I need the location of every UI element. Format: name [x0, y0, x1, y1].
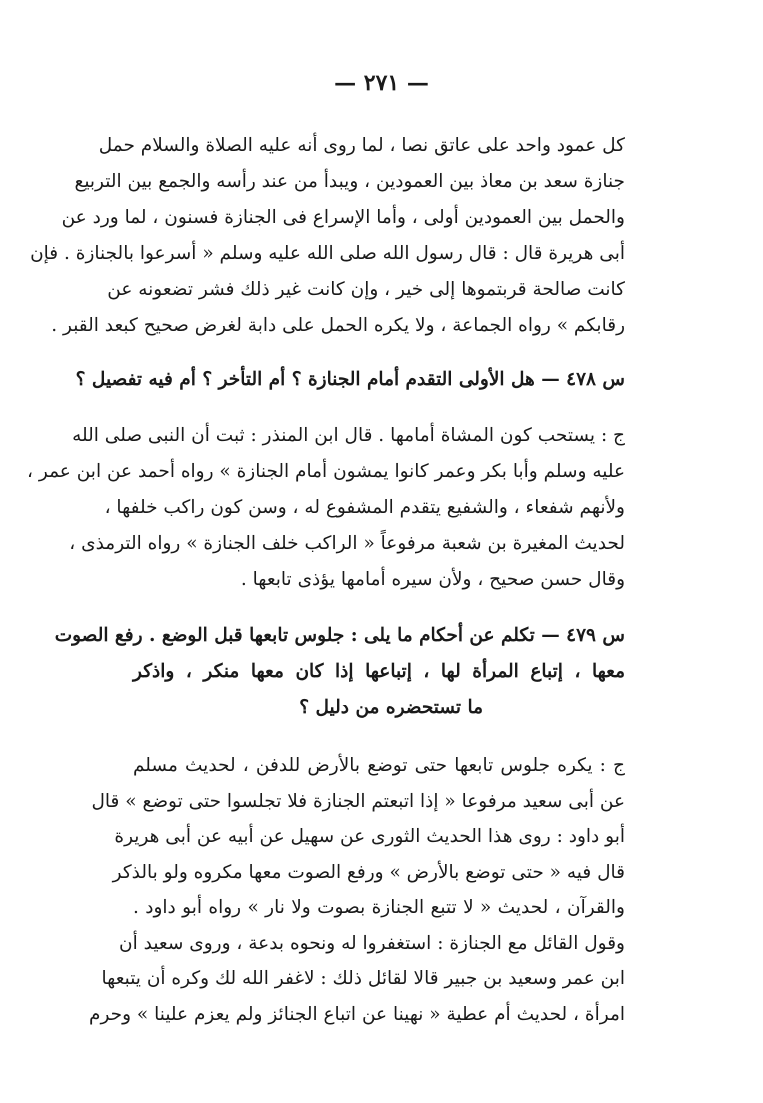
text-line: ابن عمر وسعيد بن جبير قالا لقائل ذلك : لاغفر الله لك وكره أن يتبعها [101, 968, 625, 989]
text-line: قال فيه « حتى توضع بالأرض » ورفع الصوت معها مكروه ولو بالذكر [112, 861, 625, 883]
text-line: وقال حسن صحيح ، ولأن سيره أمامها يؤذى تابعها . [240, 569, 625, 590]
text-line: كانت صالحة قربتموها إلى خير ، وإن كانت غير ذلك فشر تضعونه عن [107, 279, 625, 300]
question-line: س ٤٧٨ — هل الأولى التقدم أمام الجنازة ؟ أم التأخر ؟ أم فيه تفصيل ؟ [75, 369, 625, 390]
answer-paragraph [27, 418, 625, 598]
answer-paragraph [30, 128, 625, 344]
text-line: والقرآن ، لحديث « لا تتبع الجنازة بصوت ولا نار » رواه أبو داود . [133, 897, 625, 918]
question-line: س ٤٧٩ — تكلم عن أحكام ما يلى : جلوس تابعها قبل الوضع . رفع الصوت [54, 625, 625, 646]
text-line: ولأنهم شفعاء ، والشفيع يتقدم المشفوع له ، وسن كون راكب خلفها ، [104, 497, 625, 518]
text-line: ج : يستحب كون المشاة أمامها . قال ابن المنذر : ثبت أن النبى صلى الله [72, 425, 625, 446]
text-line: عن أبى سعيد مرفوعا « إذا اتبعتم الجنازة فلا تجلسوا حتى توضع » قال [91, 790, 625, 812]
text-line: أبو داود : روى هذا الحديث الثورى عن سهيل عن أبيه عن أبى هريرة [114, 826, 625, 847]
text-line: عليه وسلم وأبا بكر وعمر كانوا يمشون أمام الجنازة » رواه أحمد عن ابن عمر ، [27, 461, 625, 482]
question-line: معها ، إتباع المرأة لها ، إتباعها إذا كان معها منكر ، واذكر [133, 661, 625, 682]
text-line: جنازة سعد بن معاذ بين العمودين ، ويبدأ من عند رأسه والجمع بين التربيع [74, 171, 625, 192]
text-line: ج : يكره جلوس تابعها حتى توضع بالأرض للدفن ، لحديث مسلم [133, 755, 625, 776]
question-478 [75, 362, 625, 398]
text-line: امرأة ، لحديث أم عطية « نهينا عن اتباع الجنائز ولم يعزم علينا » وحرم [89, 1003, 625, 1025]
text-line: كل عمود واحد على عاتق نصا ، لما روى أنه عليه الصلاة والسلام حمل [98, 135, 625, 156]
question-line: ما تستحضره من دليل ؟ [299, 697, 483, 718]
page-number: — ٢٧١ — [334, 70, 429, 96]
text-line: لحديث المغيرة بن شعبة مرفوعاً « الراكب خلف الجنازة » رواه الترمذى ، [69, 533, 625, 554]
text-line: والحمل بين العمودين أولى ، وأما الإسراع فى الجنازة فسنون ، لما ورد عن [61, 207, 625, 228]
answer-paragraph [89, 748, 625, 1032]
text-line: رقابكم » رواه الجماعة ، ولا يكره الحمل على دابة لغرض صحيح كبعد القبر . [51, 315, 625, 336]
text-line: أبى هريرة قال : قال رسول الله صلى الله عليه وسلم « أسرعوا بالجنازة . فإن [30, 243, 625, 264]
text-line: وقول القائل مع الجنازة : استغفروا له ونحوه بدعة ، وروى سعيد أن [119, 932, 625, 954]
question-479 [54, 618, 625, 726]
